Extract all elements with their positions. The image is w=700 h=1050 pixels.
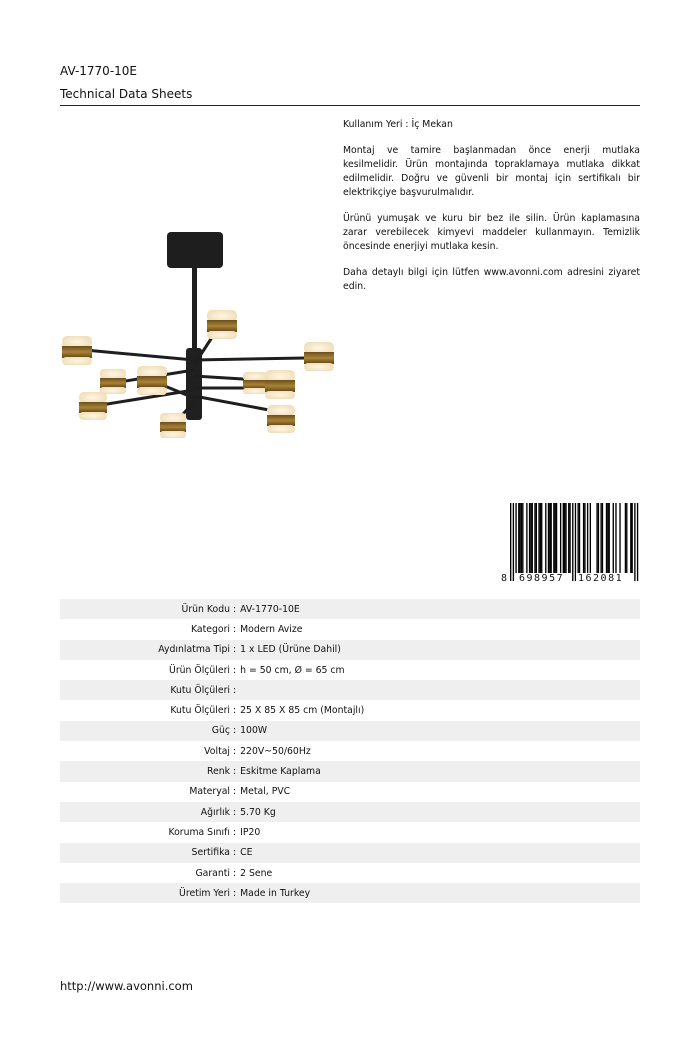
spec-value: 1 x LED (Ürüne Dahil) (240, 644, 341, 656)
spec-value: Modern Avize (240, 623, 303, 635)
barcode-bar (565, 503, 566, 573)
product-code-heading: AV-1770-10E (60, 64, 137, 78)
spec-row (60, 680, 640, 700)
spec-separator: : (233, 684, 237, 696)
website-link[interactable]: http://www.avonni.com (60, 979, 193, 993)
barcode-digits-right: 162081 (578, 573, 624, 584)
barcode-bar (625, 503, 626, 573)
spec-separator: : (233, 725, 237, 737)
spec-separator: : (233, 766, 237, 778)
barcode-bar (529, 503, 530, 573)
spec-label: Üretim Yeri (179, 887, 230, 899)
spec-value: h = 50 cm, Ø = 65 cm (240, 664, 345, 676)
spec-value: 2 Sene (240, 867, 273, 879)
spec-row (60, 761, 640, 781)
barcode-bar (549, 503, 550, 573)
intro-text (343, 118, 640, 306)
barcode-bar (541, 503, 542, 573)
barcode (501, 503, 639, 587)
barcode-bar (596, 503, 597, 573)
barcode-bar (634, 503, 635, 581)
spec-row (60, 782, 640, 802)
barcode-bar (630, 503, 631, 573)
spec-label: Koruma Sınıfı (168, 826, 230, 838)
barcode-bar (510, 503, 511, 581)
barcode-bar (583, 503, 584, 573)
barcode-bar (615, 503, 616, 573)
spec-row (60, 741, 640, 761)
spec-separator: : (233, 623, 237, 635)
spec-separator: : (233, 847, 237, 859)
barcode-bar (536, 503, 537, 573)
barcode-bar (560, 503, 561, 573)
spec-row (60, 822, 640, 842)
barcode-bar (637, 503, 638, 581)
barcode-bar (568, 503, 569, 573)
barcode-bar (598, 503, 599, 573)
barcode-bar (515, 503, 516, 573)
spec-row (60, 863, 640, 883)
spec-value: Made in Turkey (240, 887, 311, 899)
barcode-bar (538, 503, 539, 573)
spec-label: Renk (206, 766, 230, 778)
barcode-bar (587, 503, 588, 573)
spec-separator: : (233, 745, 237, 757)
barcode-bar (569, 503, 570, 573)
spec-value: CE (240, 847, 253, 859)
barcode-bar (548, 503, 549, 573)
spec-label: Voltaj (204, 745, 230, 757)
barcode-bar (555, 503, 556, 573)
barcode-bar (518, 503, 519, 573)
barcode-bar (632, 503, 633, 573)
spec-separator: : (233, 826, 237, 838)
spec-label: Ürün Kodu (181, 603, 230, 615)
barcode-bar (534, 503, 535, 573)
barcode-bar (584, 503, 585, 573)
spec-value: IP20 (240, 826, 261, 838)
spec-table (60, 599, 640, 903)
spec-value: 25 X 85 X 85 cm (Montajlı) (240, 705, 365, 717)
barcode-bar (513, 503, 514, 581)
spec-label: Garanti (195, 867, 230, 879)
barcode-bar (572, 503, 573, 581)
spec-label: Kutu Ölçüleri (170, 684, 230, 696)
spec-label: Kategori (191, 623, 230, 635)
barcode-bar (540, 503, 541, 573)
barcode-bar (606, 503, 607, 573)
suspension-rod (192, 268, 197, 350)
spec-separator: : (233, 603, 237, 615)
spec-row (60, 619, 640, 639)
barcode-bar (578, 503, 579, 573)
spec-row (60, 599, 640, 619)
spec-separator: : (233, 664, 237, 676)
barcode-bar (575, 503, 576, 581)
barcode-bar (579, 503, 580, 573)
spec-label: Ağırlık (200, 806, 230, 818)
barcode-bar (519, 503, 520, 573)
barcode-bar (600, 503, 601, 573)
spec-label: Kutu Ölçüleri (170, 705, 230, 717)
barcode-bar (521, 503, 522, 573)
barcode-bar (526, 503, 527, 573)
ceiling-canopy (167, 232, 223, 268)
barcode-bar (619, 503, 620, 573)
spec-row (60, 802, 640, 822)
spec-label: Materyal (189, 786, 230, 798)
spec-separator: : (233, 806, 237, 818)
barcode-bar (607, 503, 608, 573)
spec-label: Ürün Ölçüleri (169, 664, 230, 676)
header-divider (60, 105, 640, 106)
spec-row (60, 640, 640, 660)
info-paragraph: Daha detaylı bilgi için lütfen www.avonni.com adresini ziyaret edin. (343, 267, 640, 292)
spec-value: Eskitme Kaplama (240, 766, 321, 778)
barcode-bar (522, 503, 523, 573)
spec-value: 100W (240, 725, 268, 737)
chandelier-product-image (55, 220, 345, 460)
barcode-bar (563, 503, 564, 573)
spec-label: Sertifika (191, 847, 230, 859)
barcode-bar (551, 503, 552, 573)
document-subtitle: Technical Data Sheets (60, 87, 193, 101)
spec-row (60, 843, 640, 863)
spec-row (60, 700, 640, 720)
spec-value: 5.70 Kg (240, 806, 276, 818)
spec-value: AV-1770-10E (240, 603, 300, 615)
barcode-bar (530, 503, 531, 573)
spec-label: Aydınlatma Tipi (158, 644, 230, 656)
barcode-bar (613, 503, 614, 573)
barcode-bar (626, 503, 627, 573)
barcode-bar (609, 503, 610, 573)
spec-separator: : (233, 705, 237, 717)
spec-row (60, 883, 640, 903)
spec-value: Metal, PVC (240, 786, 291, 798)
spec-separator: : (233, 887, 237, 899)
barcode-bar (564, 503, 565, 573)
barcode-digits-left: 698957 (519, 573, 565, 584)
spec-value: 220V~50/60Hz (240, 745, 311, 757)
spec-row (60, 721, 640, 741)
barcode-bar (553, 503, 554, 573)
spec-row (60, 660, 640, 680)
barcode-bar (545, 503, 546, 573)
spec-separator: : (233, 867, 237, 879)
usage-location: Kullanım Yeri : İç Mekan (343, 119, 453, 130)
safety-paragraph: Montaj ve tamire başlanmadan önce enerji mutlaka kesilmelidir. Ürün montajında topraklamaya mutlaka dikkat edilmelidir. Doğru ve güvenli bir montaj için sertifikalı bir elektrikçiye başvurulmalıdır. (343, 145, 640, 198)
barcode-bar (556, 503, 557, 573)
spec-separator: : (233, 786, 237, 798)
cleaning-paragraph: Ürünü yumuşak ve kuru bir bez ile silin. Ürün kaplamasına zarar verebilecek kimyevi maddeler kullanmayın. Temizlik öncesinde enerjiyi mutlaka kesin. (343, 213, 640, 252)
barcode-bar (602, 503, 603, 573)
barcode-digit-first: 8 (501, 573, 508, 584)
barcode-bar (590, 503, 591, 573)
barcode-bar (532, 503, 533, 573)
spec-label: Güç (211, 725, 230, 737)
spec-separator: : (233, 644, 237, 656)
